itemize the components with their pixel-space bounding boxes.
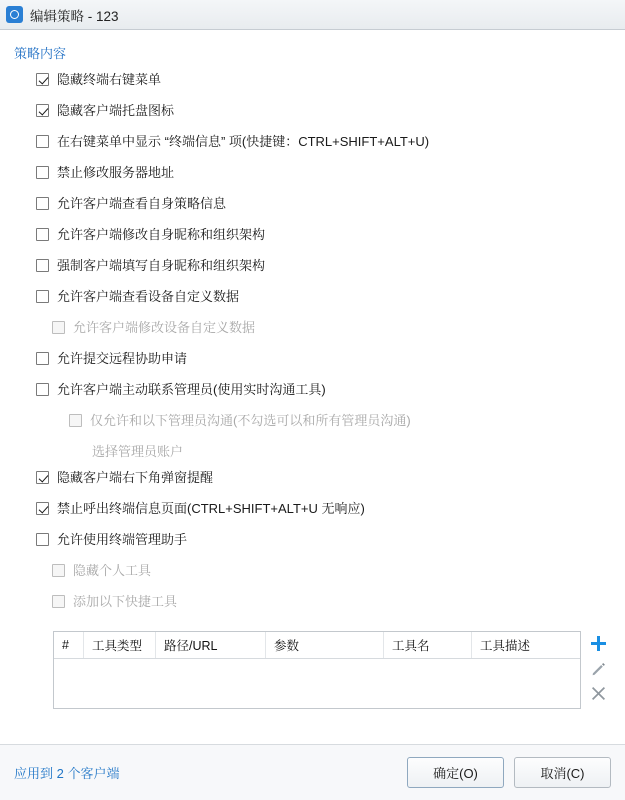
checkbox-icon — [52, 564, 65, 577]
option-row-allow-contact-admin[interactable] — [12, 382, 613, 413]
checkbox-icon[interactable] — [36, 352, 49, 365]
option-row-allow-view-custom-data[interactable] — [12, 289, 613, 320]
option-row-add-shortcut-tools — [12, 594, 613, 625]
option-label: 允许提交远程协助申请 — [57, 351, 188, 366]
checkbox-icon[interactable] — [36, 73, 49, 86]
option-label: 强制客户端填写自身昵称和组织架构 — [57, 258, 266, 273]
title-bar — [0, 0, 625, 30]
option-row-hide-popup-reminder[interactable] — [12, 470, 613, 501]
column-header-params: 参数 — [266, 632, 384, 658]
window-title: 编辑策略 - 123 — [30, 8, 119, 24]
option-row-allow-modify-custom-data — [12, 320, 613, 351]
tools-area — [12, 625, 613, 709]
option-label: 隐藏客户端右下角弹窗提醒 — [57, 470, 214, 485]
column-header-tool-name: 工具名 — [384, 632, 472, 658]
option-row-forbid-modify-server-address[interactable] — [12, 165, 613, 196]
option-row-allow-terminal-assistant[interactable] — [12, 532, 613, 563]
column-header-index: # — [54, 632, 84, 658]
section-title: 策略内容 — [14, 46, 67, 61]
checkbox-icon — [52, 321, 65, 334]
column-header-tool-desc: 工具描述 — [480, 639, 531, 653]
checkbox-icon[interactable] — [36, 290, 49, 303]
checkbox-icon — [69, 414, 82, 427]
checkbox-icon[interactable] — [36, 135, 49, 148]
column-header-path-url: 路径/URL — [156, 632, 266, 658]
option-row-hide-terminal-context-menu[interactable] — [12, 72, 613, 103]
checkbox-icon[interactable] — [36, 533, 49, 546]
option-row-hide-tray-icon[interactable] — [12, 103, 613, 134]
option-row-restrict-admin-list — [12, 413, 613, 444]
dialog-footer — [0, 744, 625, 800]
option-label: 添加以下快捷工具 — [73, 594, 178, 609]
option-row-force-fill-nickname[interactable] — [12, 258, 613, 289]
checkbox-icon[interactable] — [36, 383, 49, 396]
option-label: 允许客户端查看设备自定义数据 — [57, 289, 240, 304]
checkbox-icon[interactable] — [36, 502, 49, 515]
checkbox-icon[interactable] — [36, 228, 49, 241]
add-tool-button[interactable] — [586, 631, 610, 656]
ok-button[interactable]: 确定(O) — [407, 757, 504, 788]
option-label: 隐藏客户端托盘图标 — [57, 103, 175, 118]
tools-table-header — [54, 632, 580, 659]
admin-account-selector-note: 选择管理员账户 — [92, 444, 184, 459]
tools-table-body — [54, 659, 580, 708]
apply-to-clients-link[interactable]: 应用到 2 个客户端 — [14, 766, 120, 781]
delete-tool-button[interactable] — [586, 681, 610, 706]
option-label: 在右键菜单中显示 “终端信息” 项(快捷键：CTRL+SHIFT+ALT+U) — [57, 134, 430, 149]
footer-buttons — [407, 757, 611, 788]
checkbox-icon — [52, 595, 65, 608]
option-label: 允许客户端修改设备自定义数据 — [73, 320, 256, 335]
option-row-allow-view-own-policy[interactable] — [12, 196, 613, 227]
tools-table[interactable] — [53, 631, 581, 709]
checkbox-icon[interactable] — [36, 259, 49, 272]
option-label: 允许客户端修改自身昵称和组织架构 — [57, 227, 266, 242]
option-label: 隐藏个人工具 — [73, 563, 152, 578]
option-row-forbid-terminal-info-page[interactable] — [12, 501, 613, 532]
option-label: 允许客户端主动联系管理员(使用实时沟通工具) — [57, 382, 326, 397]
tools-action-buttons — [583, 631, 613, 706]
policy-app-icon — [6, 6, 23, 23]
checkbox-icon[interactable] — [36, 104, 49, 117]
option-row-hide-personal-tools — [12, 563, 613, 594]
edit-tool-button[interactable] — [586, 656, 610, 681]
checkbox-icon[interactable] — [36, 197, 49, 210]
option-row-allow-remote-assist-request[interactable] — [12, 351, 613, 382]
option-label: 仅允许和以下管理员沟通(不勾选可以和所有管理员沟通) — [90, 413, 411, 428]
option-label: 允许客户端查看自身策略信息 — [57, 196, 227, 211]
option-label: 禁止修改服务器地址 — [57, 165, 175, 180]
column-header-tool-type: 工具类型 — [84, 632, 156, 658]
policy-content — [0, 30, 625, 744]
option-label: 允许使用终端管理助手 — [57, 532, 188, 547]
checkbox-icon[interactable] — [36, 166, 49, 179]
option-label: 禁止呼出终端信息页面(CTRL+SHIFT+ALT+U 无响应) — [57, 501, 365, 516]
checkbox-icon[interactable] — [36, 471, 49, 484]
option-row-show-terminal-info-item[interactable] — [12, 134, 613, 165]
option-row-allow-modify-own-nickname[interactable] — [12, 227, 613, 258]
cancel-button[interactable]: 取消(C) — [514, 757, 611, 788]
option-label: 隐藏终端右键菜单 — [57, 72, 162, 87]
